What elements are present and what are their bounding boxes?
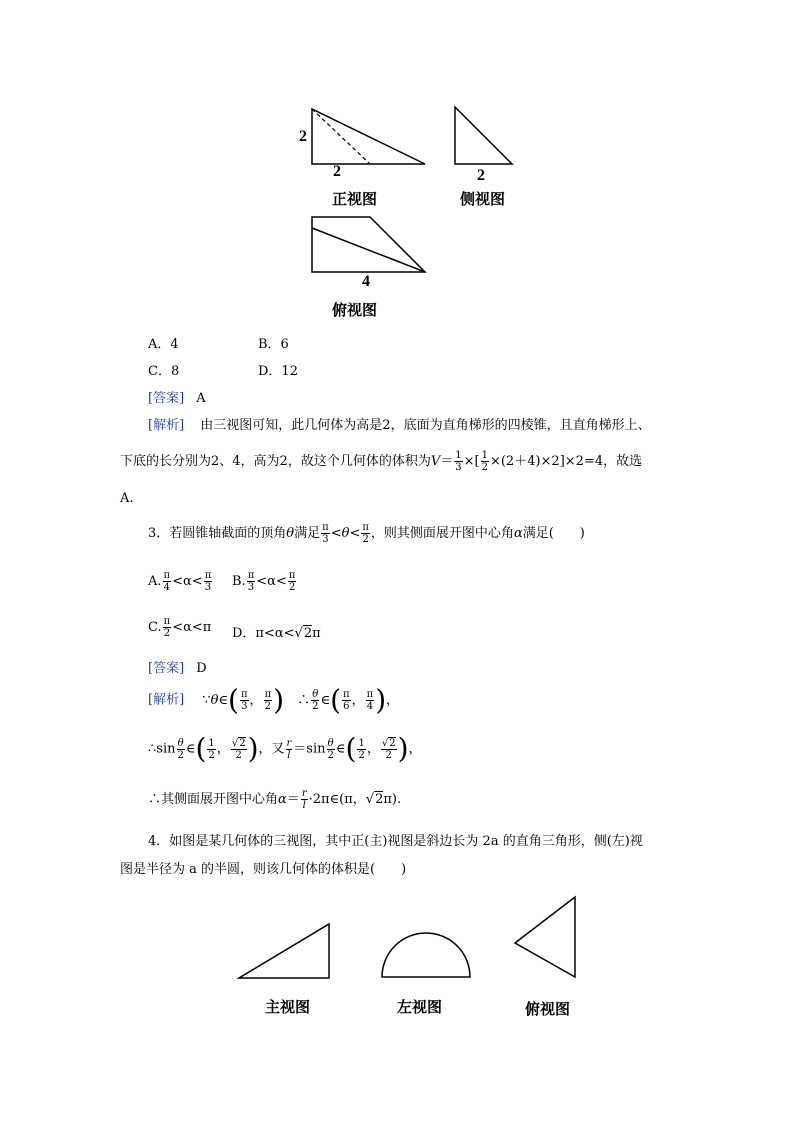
analysis-tag: [解析] xyxy=(148,418,185,433)
side-view-label: 侧视图 xyxy=(460,190,506,208)
side-base-label: 2 xyxy=(477,167,485,184)
option-b: B．6 xyxy=(258,337,289,352)
q3-answer-row xyxy=(148,657,207,676)
answer-tag: [答案] xyxy=(148,391,185,406)
q3-analysis-line-2: ∴sin $\frac{\theta}{2}$ ∈( $\frac{1}{2}$ ， $\frac{√2}{2}$ )，又 $\frac{r}{l}$ ＝sin $\frac{\theta}{2}$ ∈( $\frac{1}{2}$ ， $\frac{√2}{2}$ )， xyxy=(148,732,422,765)
front-view-figure xyxy=(300,100,440,175)
top-base-label: 4 xyxy=(362,273,370,290)
top-view-label: 俯视图 xyxy=(332,301,378,319)
q3-option-a: A. $\frac{\pi}{4}$ <α< $\frac{\pi}{3}$ xyxy=(148,570,212,593)
q3-answer-tag: [答案] xyxy=(148,661,185,676)
option-a: A．4 xyxy=(148,337,179,352)
q3-analysis-tag: [解析] xyxy=(148,692,185,708)
q3-option-b: B. $\frac{\pi}{3}$ <α< $\frac{\pi}{2}$ xyxy=(232,570,296,593)
left-view-label: 左视图 xyxy=(397,998,443,1016)
q3-option-c: C. $\frac{\pi}{2}$ <α<π xyxy=(148,616,212,639)
main-view-label: 主视图 xyxy=(265,998,311,1016)
answer-value: A xyxy=(196,391,206,406)
front-base-label: 2 xyxy=(333,163,341,180)
q3-option-d: D．π<α<√2π xyxy=(232,626,321,641)
q3-conclusion: ∴其侧面展开图中心角α＝ $\frac{r}{l}$ ·2π∈(π，√2π). xyxy=(148,788,402,811)
analysis-line-2: 下底的长分别为2、4，高为2，故这个几何体的体积为V＝ $\frac{1}{3}$ ×[ $\frac{1}{2}$ ×(2＋4)×2]×2=4，故选 xyxy=(120,450,643,473)
front-height-label: 2 xyxy=(299,128,307,145)
q4-stem-line-1: 4．如图是某几何体的三视图，其中正(主)视图是斜边长为 2a 的直角三角形，侧(左)视 xyxy=(148,834,643,849)
option-d: D．12 xyxy=(258,364,298,379)
q3-answer-value: D xyxy=(196,661,207,676)
q4-stem-line-2: 图是半径为 a 的半圆，则该几何体的体积是( ) xyxy=(120,862,407,877)
q3-analysis-line-1: [解析] ∵θ∈( $\frac{\pi}{3}$ ， $\frac{\pi}{2}$ ) ∴ $\frac{\theta}{2}$ ∈( $\frac{\pi}{6}$ ， $\frac{\pi}{4}$ )， xyxy=(148,683,400,716)
top-view-label-q4: 俯视图 xyxy=(525,1000,571,1018)
q3-stem: 3．若圆锥轴截面的顶角θ满足 $\frac{\pi}{3}$ <θ< $\frac{\pi}{2}$ ，则其侧面展开图中心角α满足( ) xyxy=(148,522,585,545)
front-view-label: 正视图 xyxy=(332,190,378,208)
analysis-line-3: A. xyxy=(120,491,134,506)
side-view-figure xyxy=(450,100,520,175)
answer-row xyxy=(148,387,206,406)
top-view-figure-q4 xyxy=(510,893,580,981)
left-view-figure xyxy=(378,916,474,982)
main-view-figure xyxy=(235,920,335,982)
top-view-figure xyxy=(300,210,440,280)
analysis-line-1: [解析] 由三视图可知，此几何体为高是2，底面为直角梯形的四棱锥，且直角梯形上、 xyxy=(148,418,651,433)
option-c: C．8 xyxy=(148,364,180,379)
